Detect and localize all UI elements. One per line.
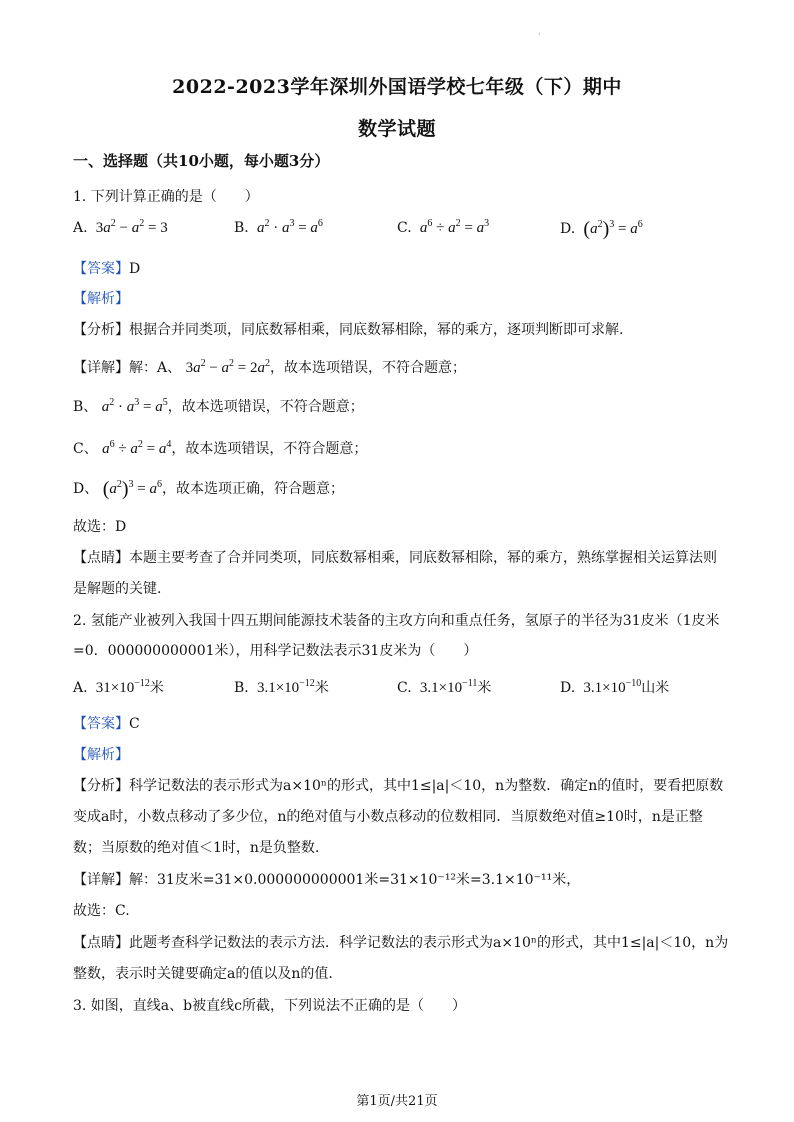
q2-option-b [234, 677, 329, 697]
page-footer: 第1页/共21页 [356, 1094, 438, 1109]
detail-c-prefix: C、 [73, 441, 98, 457]
question-2-stem: 2. 氢能产业被列入我国十四五期间能源技术装备的主攻方向和重点任务，氢原子的半径为31皮米（1皮米 [73, 613, 720, 629]
detail-tag: 【详解】 [73, 872, 129, 888]
option-label: D. [560, 221, 576, 237]
comment-tag: 【点睛】 [73, 550, 129, 566]
option-label: C. [397, 680, 412, 696]
detail-text: 解：31皮米=31×0.000000000001米=31×10⁻¹²米=3.1×10⁻¹¹米， [129, 872, 581, 888]
detail-a-formula: $3a^2 - a^2 = 2a^2$ [185, 358, 271, 376]
detail-b-prefix: B、 [73, 399, 98, 415]
q2-option-a-formula: $31\times 10^{-12}$ [92, 678, 150, 696]
question-1-stem: 1. 下列计算正确的是（ ） [73, 189, 259, 205]
comment-tag: 【点睛】 [73, 935, 129, 951]
option-label: A. [73, 220, 88, 236]
q1-detail-a [73, 357, 466, 377]
option-label: D. [560, 680, 576, 696]
q1-option-c [397, 220, 489, 237]
q1-option-d [560, 218, 643, 241]
detail-d-suffix: ，故本选项正确，符合题意； [162, 481, 344, 497]
fenxi-text: 根据合并同类项，同底数幂相乘，同底数幂相除，幂的乘方，逐项判断即可求解. [129, 322, 624, 338]
q2-option-c-formula: $3.1\times 10^{-11}$ [416, 678, 478, 696]
comment-text: 此题考查科学记数法的表示方法．科学记数法的表示形式为a×10ⁿ的形式，其中1≤|a|＜10，n为 [129, 935, 729, 951]
q1-detail-b [73, 396, 364, 416]
detail-a-prefix: 解：A、 [129, 360, 182, 376]
detail-c-suffix: ，故本选项错误，不符合题意； [171, 441, 368, 457]
q2-answer [73, 713, 140, 733]
option-label: B. [234, 220, 249, 236]
q1-answer [73, 258, 140, 278]
unit: 米 [477, 680, 492, 696]
q2-option-c [397, 677, 491, 697]
q1-option-a [73, 220, 168, 237]
q1-comment [73, 547, 717, 567]
question-3-stem: 3. 如图，直线a、b被直线c所截，下列说法不正确的是（ ） [73, 998, 466, 1014]
unit: 米 [314, 680, 329, 696]
q1-detail-d [73, 478, 344, 501]
option-label: B. [234, 680, 249, 696]
detail-b-suffix: ，故本选项错误，不符合题意； [167, 399, 364, 415]
q1-fenxi [73, 319, 623, 339]
detail-c-formula: $a^6 \div a^2 = a^4$ [102, 439, 172, 457]
answer-value: D [129, 261, 141, 277]
fenxi-tag: 【分析】 [73, 322, 129, 338]
detail-b-formula: $a^2 \cdot a^3 = a^5$ [101, 397, 168, 415]
answer-tag: 【答案】 [73, 716, 129, 732]
unit: 山米 [641, 680, 670, 696]
fenxi-tag: 【分析】 [73, 778, 129, 794]
answer-tag: 【答案】 [73, 261, 129, 277]
detail-d-prefix: D、 [73, 481, 99, 497]
q2-comment [73, 932, 728, 952]
q2-fenxi-cont-1: 变成a时，小数点移动了多少位，n的绝对值与小数点移动的位数相同．当原数绝对值≥10时，n是正整 [73, 809, 703, 825]
section-heading: 一、选择题（共10小题，每小题3分） [73, 152, 330, 170]
q2-option-d [560, 677, 669, 697]
q2-option-b-formula: $3.1\times 10^{-12}$ [253, 678, 315, 696]
q1-comment-cont: 是解题的关键. [73, 581, 162, 597]
q1-option-c-formula: $a^6 \div a^2 = a^3$ [416, 218, 490, 236]
q2-detail [73, 869, 580, 889]
q2-choice: 故选：C. [73, 903, 130, 919]
q1-detail-c [73, 438, 367, 458]
detail-tag: 【详解】 [73, 360, 129, 376]
detail-a-suffix: ，故本选项错误，不符合题意； [270, 360, 467, 376]
fenxi-text: 科学记数法的表示形式为a×10ⁿ的形式，其中1≤|a|＜10，n为整数．确定n的值时，要看把原数 [129, 778, 724, 794]
analysis-tag: 【解析】 [73, 291, 129, 307]
page-title: 2022-2023学年深圳外国语学校七年级（下）期中 [172, 76, 622, 98]
q1-analysis-heading [73, 288, 129, 308]
detail-d-formula: $(a^2)^3 = a^6$ [102, 478, 162, 500]
q2-fenxi-cont-2: 数；当原数的绝对值＜1时，n是负整数. [73, 840, 320, 856]
analysis-tag: 【解析】 [73, 747, 129, 763]
q1-option-a-formula: $3a^2 - a^2 = 3$ [95, 218, 168, 236]
page-subtitle: 数学试题 [357, 118, 436, 140]
answer-value: C [129, 716, 140, 732]
comment-text: 本题主要考查了合并同类项，同底数幂相乘，同底数幂相除，幂的乘方，熟练掌握相关运算法则 [129, 550, 717, 566]
question-2-stem-cont: =0．000000000001米），用科学记数法表示31皮米为（ ） [73, 643, 478, 659]
q1-option-d-formula: $(a^2)^3 = a^6$ [583, 218, 643, 240]
q2-fenxi [73, 775, 723, 795]
option-label: A. [73, 680, 88, 696]
q1-option-b [234, 220, 323, 237]
q2-comment-cont: 整数，表示时关键要确定a的值以及n的值. [73, 966, 333, 982]
q1-option-b-formula: $a^2 \cdot a^3 = a^6$ [253, 218, 323, 236]
page-dot: · [538, 30, 541, 39]
q2-option-d-formula: $3.1\times 10^{-10}$ [579, 678, 642, 696]
option-label: C. [397, 220, 412, 236]
q1-choice: 故选：D [73, 519, 127, 535]
q2-analysis-heading [73, 744, 129, 764]
q2-option-a [73, 677, 164, 697]
unit: 米 [149, 680, 164, 696]
